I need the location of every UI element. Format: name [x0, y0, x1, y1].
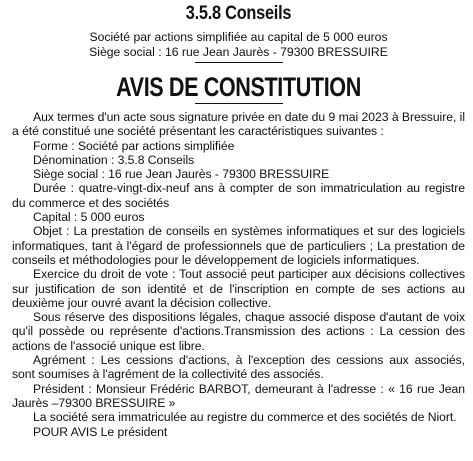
notice-title: AVIS DE CONSTITUTION [116, 72, 361, 102]
notice-body [12, 110, 465, 439]
registration-line: La société sera immatriculée au registre du commerce et des sociétés de Niort. [33, 410, 457, 425]
denomination-line: Dénomination : 3.5.8 Conseils [33, 152, 195, 167]
legal-notice [0, 3, 473, 461]
voting-rights-paragraph: Exercice du droit de vote : Tout associé peut participer aux décisions collectives sur justification de son identité et de l'inscription en compte de ses actions au deuxième jour ouvré avant la décision collective. [12, 267, 465, 310]
company-name: 3.5.8 Conseils [185, 3, 292, 24]
approval-paragraph: Agrément : Les cessions d'actions, à l'exception des cessions aux associés, sont soumises à l'agrément de la collectivité des associés. [12, 353, 465, 382]
intro-paragraph: Aux termes d'un acte sous signature privée en date du 9 mai 2023 à Bressuire, il a été constitué une société présentant les caractéristiques suivantes : [12, 110, 465, 139]
address-line: Siège social : 16 rue Jean Jaurès - 79300 BRESSUIRE [89, 45, 388, 59]
registered-office-line: Siège social : 16 rue Jean Jaurès - 79300 BRESSUIRE [33, 167, 330, 182]
title-divider [195, 103, 283, 104]
purpose-paragraph: Objet : La prestation de conseils en systèmes informatiques et sur des logiciels informatiques, tant à l'égard de professionnels que de particuliers ; La prestation de conseils et méthodologies pour le développement de logiciels informatiques. [12, 224, 465, 267]
signature-line: POUR AVIS Le président [33, 424, 168, 439]
duration-paragraph: Durée : quatre-vingt-dix-neuf ans à compter de son immatriculation au registre du commerce et des sociétés [12, 181, 465, 210]
president-paragraph: Président : Monsieur Frédéric BARBOT, demeurant à l'adresse : « 16 rue Jean Jaurès –79300 BRESSUIRE » [12, 381, 465, 410]
capital-line: Capital : 5 000 euros [33, 210, 145, 225]
header-divider [195, 62, 283, 63]
legal-form-line: Société par actions simplifiée au capital de 5 000 euros [89, 30, 388, 44]
form-line: Forme : Société par actions simplifiée [33, 138, 235, 153]
share-transfer-paragraph: Sous réserve des dispositions légales, chaque associé dispose d'autant de voix qu'il possède ou représente d'actions.Transmission des actions : La cession des actions de l'associé unique est libre. [12, 310, 465, 353]
